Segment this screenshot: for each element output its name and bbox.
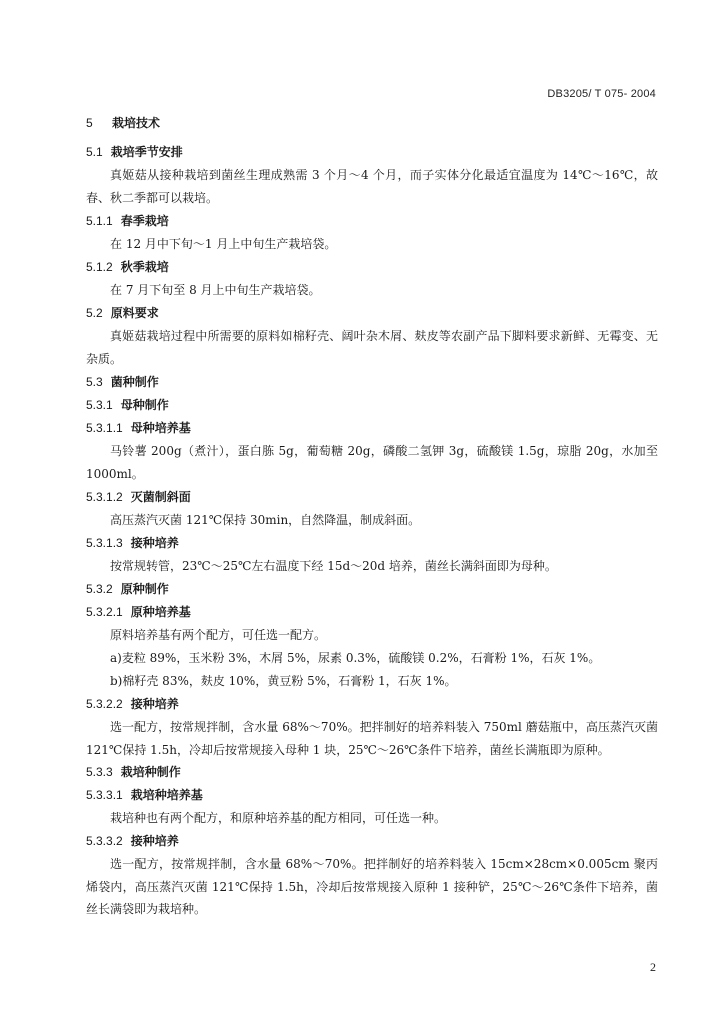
paragraph: 真姬菇栽培过程中所需要的原料如棉籽壳、阔叶杂木屑、麸皮等农副产品下脚料要求新鲜、无霉变、无杂质。 <box>86 329 658 366</box>
section-title: 菌种制作 <box>110 375 159 389</box>
section-number: 5.3.2.2 <box>86 697 123 711</box>
section-heading <box>86 830 658 853</box>
section-title: 接种培养 <box>130 697 179 711</box>
section-heading <box>86 141 658 164</box>
section-title: 母种制作 <box>120 398 169 412</box>
section-title: 栽培季节安排 <box>110 145 183 159</box>
section-number: 5.1 <box>86 145 103 159</box>
section-heading <box>86 112 658 135</box>
paragraph: 栽培种也有两个配方，和原种培养基的配方相同，可任选一种。 <box>110 811 447 825</box>
list-item: b)棉籽壳 83%，麸皮 10%，黄豆粉 5%，石膏粉 1，石灰 1%。 <box>110 674 457 688</box>
section-title: 原种制作 <box>120 582 169 596</box>
list-item: a)麦粒 89%，玉米粉 3%，木屑 5%，尿素 0.3%，硫酸镁 0.2%，石膏粉 1%，石灰 1%。 <box>110 651 601 665</box>
paragraph: 真姬菇从接种栽培到菌丝生理成熟需 3 个月～4 个月，而子实体分化最适宜温度为 14℃～16℃，故春、秋二季都可以栽培。 <box>86 168 658 205</box>
section-number: 5.1.1 <box>86 214 113 228</box>
section-heading <box>86 601 658 624</box>
section-number: 5.3 <box>86 375 103 389</box>
section-number: 5.3.1.1 <box>86 421 123 435</box>
section-heading <box>86 532 658 555</box>
section-title: 春季栽培 <box>120 214 169 228</box>
section-heading <box>86 693 658 716</box>
section-heading <box>86 761 658 784</box>
section-number: 5.3.3.1 <box>86 788 123 802</box>
section-heading <box>86 302 658 325</box>
section-heading <box>86 256 658 279</box>
section-heading <box>86 371 658 394</box>
section-heading <box>86 578 658 601</box>
section-number: 5.3.1.2 <box>86 490 123 504</box>
section-title: 接种培养 <box>130 834 179 848</box>
section-title: 栽培种培养基 <box>130 788 203 802</box>
section-number: 5.3.1 <box>86 398 113 412</box>
section-number: 5.3.2 <box>86 582 113 596</box>
paragraph: 高压蒸汽灭菌 121℃保持 30min，自然降温，制成斜面。 <box>110 513 421 527</box>
section-number: 5.3.3 <box>86 765 113 779</box>
section-number: 5.3.2.1 <box>86 605 123 619</box>
document-body <box>86 112 658 921</box>
section-heading <box>86 784 658 807</box>
section-heading <box>86 417 658 440</box>
section-title: 秋季栽培 <box>120 260 169 274</box>
section-number: 5.3.3.2 <box>86 834 123 848</box>
document-code: DB3205/ T 075- 2004 <box>547 88 656 100</box>
paragraph: 在 7 月下旬至 8 月上中旬生产栽培袋。 <box>110 283 321 297</box>
section-title: 接种培养 <box>130 536 179 550</box>
paragraph: 按常规转管，23℃～25℃左右温度下经 15d～20d 培养，菌丝长满斜面即为母种。 <box>110 559 557 573</box>
section-heading <box>86 210 658 233</box>
section-title: 栽培种制作 <box>120 765 181 779</box>
section-number: 5.3.1.3 <box>86 536 123 550</box>
section-heading <box>86 486 658 509</box>
paragraph: 在 12 月中下旬～1 月上中旬生产栽培袋。 <box>110 237 337 251</box>
section-title: 栽培技术 <box>112 116 161 130</box>
section-title: 原料要求 <box>110 306 159 320</box>
paragraph: 选一配方，按常规拌制，含水量 68%～70%。把拌制好的培养料装入 15cm×28cm×0.005cm 聚丙烯袋内，高压蒸汽灭菌 121℃保持 1.5h，冷却后按常规接入原种 1 接种铲，25℃～26℃条件下培养，菌丝长满袋即为栽培种。 <box>86 857 658 916</box>
section-number: 5.2 <box>86 306 103 320</box>
section-title: 母种培养基 <box>130 421 191 435</box>
paragraph: 马铃薯 200g（煮汁），蛋白胨 5g，葡萄糖 20g，磷酸二氢钾 3g，硫酸镁 1.5g，琼脂 20g，水加至 1000ml。 <box>86 444 658 481</box>
section-title: 原种培养基 <box>130 605 191 619</box>
section-heading <box>86 394 658 417</box>
page-number: 2 <box>650 960 656 974</box>
section-title: 灭菌制斜面 <box>130 490 191 504</box>
section-number: 5.1.2 <box>86 260 113 274</box>
paragraph: 原料培养基有两个配方，可任选一配方。 <box>110 628 327 642</box>
paragraph: 选一配方，按常规拌制，含水量 68%～70%。把拌制好的培养料装入 750ml 蘑菇瓶中，高压蒸汽灭菌 121℃保持 1.5h，冷却后按常规接入母种 1 块，25℃～26℃条件下培养，菌丝长满瓶即为原种。 <box>86 720 658 757</box>
section-number: 5 <box>86 116 93 130</box>
